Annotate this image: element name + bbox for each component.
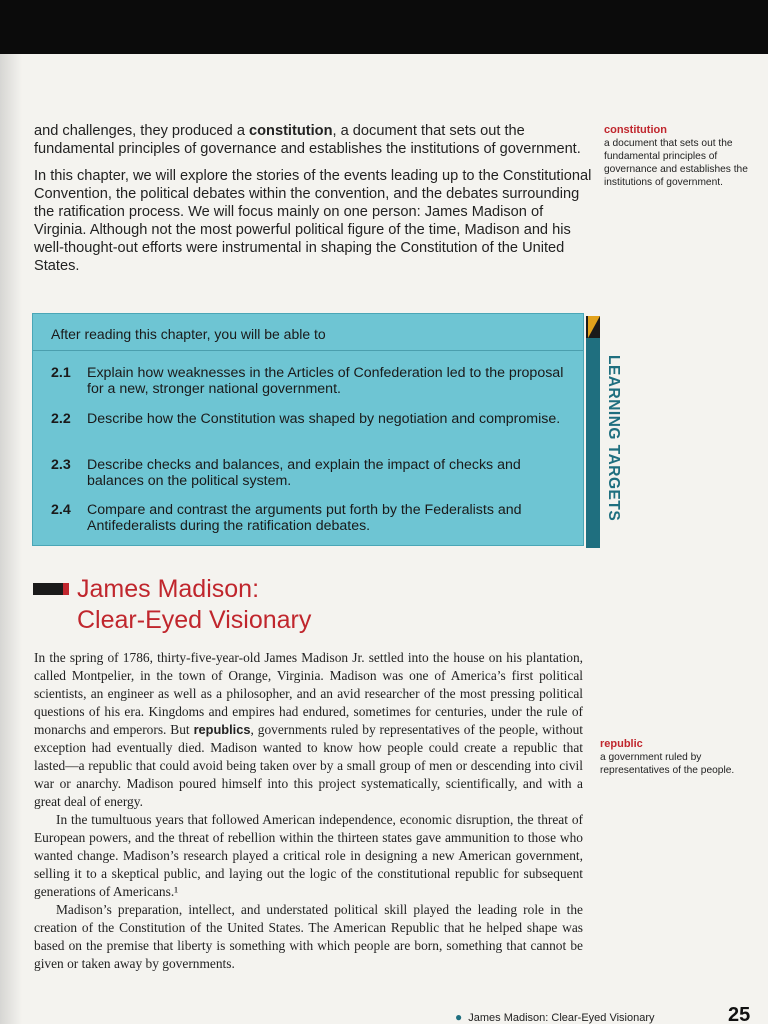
running-head: James Madison: Clear-Eyed Visionary <box>468 1012 655 1024</box>
flag-icon <box>586 316 600 338</box>
body-paragraph-3: Madison’s preparation, intellect, and understated political skill played the leading role in the creation of the Constitution of the United States. The American Republic that he helped shape was based on the premise that liberty is something with which people are born, something that cannot be given or taken away by governments. <box>34 902 583 971</box>
target-text: Describe checks and balances, and explain the impact of checks and balances on the political system. <box>87 457 521 489</box>
glossary-definition: a government ruled by representatives of the people. <box>600 752 735 776</box>
divider <box>33 350 583 351</box>
bullet-icon: ● <box>455 1010 463 1024</box>
body-paragraph-1: In the spring of 1786, thirty-five-year-old James Madison Jr. settled into the house on his plantation, called Montpelier, in the town of Orange, Virginia. Madison was one of America’s first political scientists, an engineer as well as a philosopher, and an avid researcher of the most pressing political questions of his era. Kingdoms and empires had endured, sometimes for centuries, under the rule of monarchs and emperors. But republics, governments ruled by representatives of the people, without exception had eventually died. Madison wanted to know how people could create a republic that lasted—a republic that could avoid being taken over by a small group of men or descending into civil war or anarchy. Madison poured himself into this project systematically, scientifically, and with a great deal of energy. <box>34 650 583 809</box>
page-number: 25 <box>728 1004 751 1024</box>
glossary-term: constitution <box>604 124 667 136</box>
target-number: 2.3 <box>51 457 71 473</box>
body-paragraph-2: In the tumultuous years that followed American independence, economic disruption, the threat of European powers, and the threat of rebellion within the thirteen states gave ammunition to those who wanted change. Madison’s research played a critical role in designing a new American government, selling it to a skeptical public, and laying out the logic of the constitutional republic for subsequent generations of Americans.¹ <box>34 812 583 899</box>
key-term-constitution: constitution <box>249 123 333 139</box>
target-text: Compare and contrast the arguments put forth by the Federalists and Antifederalists during the ratification debates. <box>87 502 522 534</box>
intro-paragraph-2: In this chapter, we will explore the stories of the events leading up to the Constitutional Convention, the political debates within the convention, and the debates surrounding the ratification process. We will focus mainly on one person: James Madison of Virginia. Although not the most powerful political figure of the time, Madison and his well-thought-out efforts were instrumental in shaping the Constitution of the United States. <box>34 168 592 274</box>
section-heading: James Madison: Clear-Eyed Visionary <box>77 575 312 634</box>
target-number: 2.4 <box>51 502 71 518</box>
target-number: 2.2 <box>51 411 71 427</box>
learning-target <box>51 502 571 534</box>
glossary-constitution <box>604 124 754 189</box>
learning-target <box>51 411 571 427</box>
learning-targets-box <box>32 313 584 546</box>
glossary-term: republic <box>600 738 643 750</box>
section-body <box>34 649 583 973</box>
scanner-top-edge <box>0 0 768 54</box>
learning-target <box>51 457 571 489</box>
glossary-republic <box>600 738 760 777</box>
glossary-definition: a document that sets out the fundamental principles of governance and establishes the institutions of government. <box>604 138 748 188</box>
learning-targets-tab <box>586 316 600 548</box>
learning-targets-label: LEARNING TARGETS <box>605 355 622 522</box>
learning-targets-lead: After reading this chapter, you will be able to <box>51 326 326 342</box>
running-footer <box>455 1010 755 1024</box>
intro-paragraph-1: and challenges, they produced a constitution, a document that sets out the fundamental principles of governance and establishes the institutions of government. <box>34 123 581 157</box>
intro-text <box>34 122 594 284</box>
learning-target <box>51 365 571 397</box>
target-text: Describe how the Constitution was shaped by negotiation and compromise. <box>87 411 561 427</box>
heading-marker-icon <box>33 583 69 595</box>
key-term-republics: republics <box>193 722 251 737</box>
target-number: 2.1 <box>51 365 71 381</box>
target-text: Explain how weaknesses in the Articles of Confederation led to the proposal for a new, stronger national government. <box>87 365 564 397</box>
page-gutter-shadow <box>0 54 22 1024</box>
